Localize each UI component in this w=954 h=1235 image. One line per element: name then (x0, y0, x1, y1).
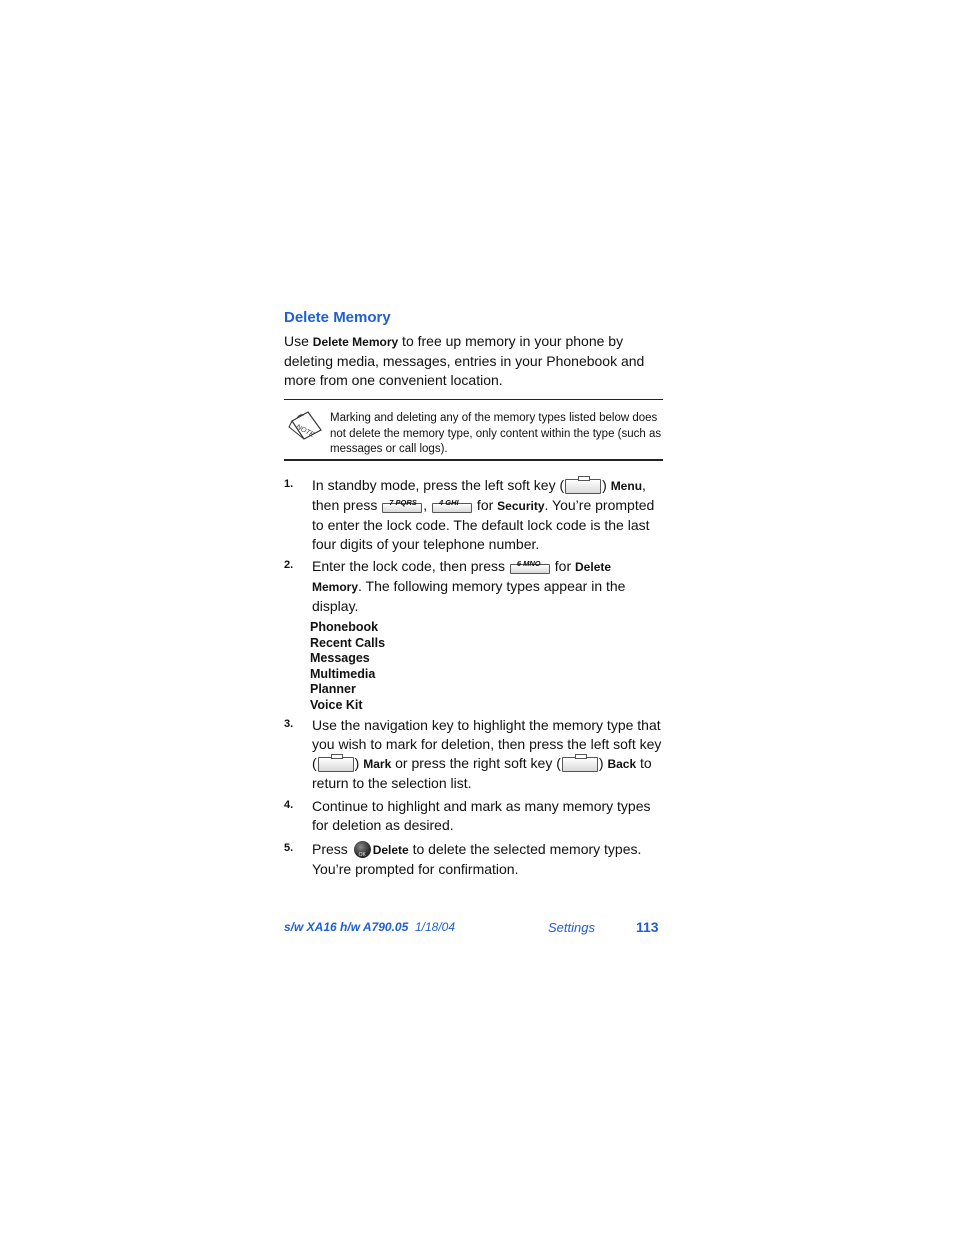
step-text-part: ) (602, 477, 611, 493)
right-soft-key-icon (562, 757, 598, 772)
svg-text:NOTE: NOTE (294, 423, 316, 439)
back-label: Back (607, 757, 637, 771)
step-text: Continue to highlight and mark as many memory types for deletion as desired. (312, 798, 651, 833)
step-number: 5. (284, 842, 294, 854)
key-6-icon (510, 559, 550, 574)
list-item: Multimedia (310, 666, 376, 681)
note-box (284, 399, 663, 461)
step-text-part: ) (354, 755, 364, 771)
step-text-part: or press the right soft key ( (391, 755, 561, 771)
intro-text: Use (284, 333, 313, 349)
ok-key-label: OK (358, 852, 366, 858)
left-soft-key-icon (318, 757, 354, 772)
left-soft-key-icon (565, 479, 601, 494)
list-item: Recent Calls (310, 635, 386, 650)
footer-version (284, 920, 455, 934)
step-text-part: Enter the lock code, then press (312, 558, 509, 574)
step-number: 1. (284, 478, 294, 490)
section-heading: Delete Memory (284, 309, 391, 326)
step-text-part: In standby mode, press the left soft key ( (312, 477, 565, 493)
list-item: Phonebook (310, 620, 379, 634)
step-text (312, 716, 664, 793)
step-text-part: Press (312, 841, 352, 857)
note-icon (288, 409, 324, 441)
intro-paragraph (284, 332, 664, 390)
delete-memory-label: Delete Memory (312, 560, 612, 594)
step-number: 3. (284, 718, 294, 730)
key-7-label: 7 PQRS (389, 498, 417, 507)
step-text-part: for (550, 558, 576, 574)
intro-text-rest: to free up memory in your phone by deleting media, messages, entries in your Phonebook and more from one convenient location. (284, 333, 645, 388)
step-text-part: ) (598, 755, 608, 771)
list-item: Planner (310, 682, 356, 696)
menu-label: Menu (610, 479, 643, 493)
mark-label: Mark (363, 757, 392, 771)
step-text-part: Use the navigation key to highlight the memory type that you wish to mark for deletion, then press the left soft key ( (312, 717, 662, 771)
step-text-part: , (423, 497, 432, 513)
step-text (312, 840, 664, 879)
page-number: 113 (636, 919, 659, 935)
security-label: Security (497, 499, 545, 513)
step-text-part: . The following memory types appear in the display. (312, 578, 626, 614)
intro-feature-name: Delete Memory (312, 335, 399, 349)
memory-type-list (310, 620, 385, 713)
footer-section: Settings (548, 920, 595, 935)
key-6-label: 6 MNO (516, 559, 541, 568)
step-text (312, 557, 664, 616)
note-text: Marking and deleting any of the memory types listed below does not delete the memory type, only content within the type (such as messages or call logs). (330, 412, 662, 455)
date-text: 1/18/04 (414, 920, 456, 934)
step-text-part: for (473, 497, 498, 513)
ok-key-icon (354, 841, 371, 858)
delete-label: Delete (372, 843, 409, 857)
key-4-icon (432, 498, 472, 513)
step-text-part: to return to the selection list. (312, 755, 652, 791)
step-text-part: , then press (312, 477, 646, 513)
key-7-icon (382, 498, 422, 513)
step-text-part: to delete the selected memory types. You’re prompted for confirmation. (312, 841, 642, 877)
version-text: s/w XA16 h/w A790.05 (284, 920, 409, 934)
list-item: Voice Kit (310, 697, 363, 712)
step-text (312, 476, 664, 554)
step-number: 4. (284, 799, 294, 811)
key-4-label: 4 GHI (439, 498, 459, 507)
step-text-part: . You’re prompted to enter the lock code. The default lock code is the last four digits of your telephone number. (312, 497, 655, 552)
list-item: Messages (310, 651, 370, 665)
step-number: 2. (284, 559, 294, 571)
